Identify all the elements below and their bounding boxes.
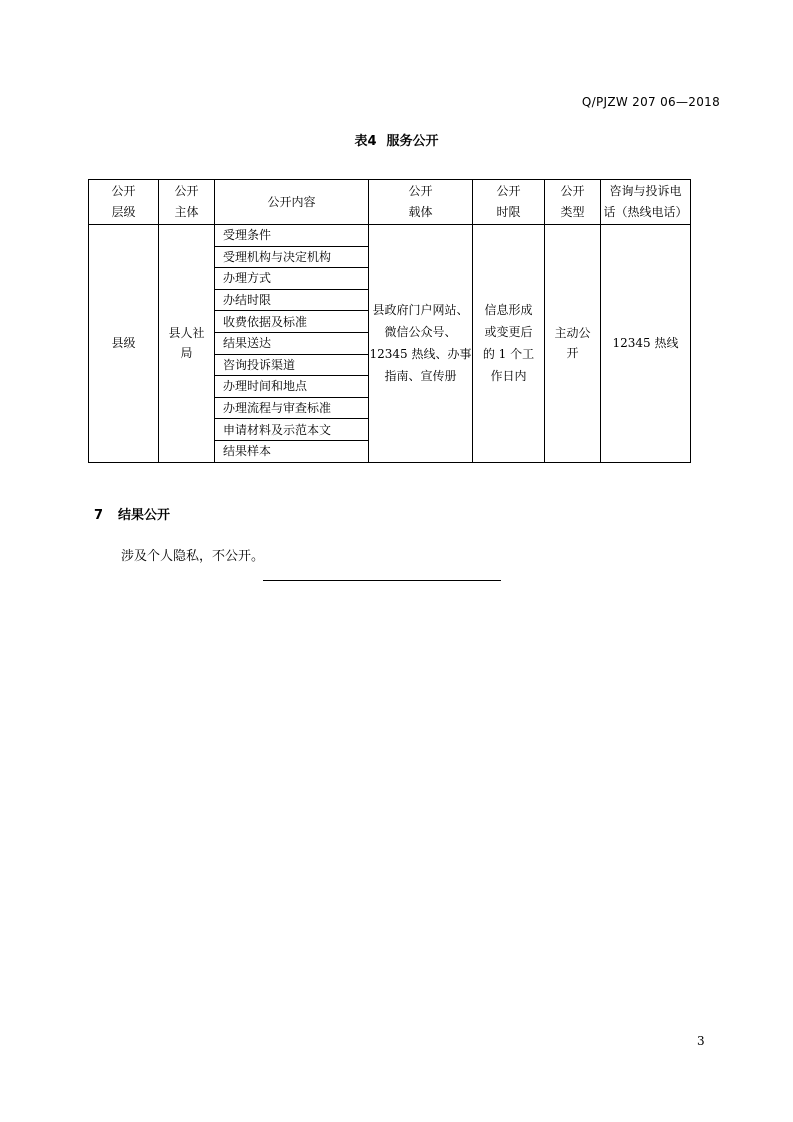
- end-of-document-rule: [263, 580, 501, 581]
- content-item: 申请材料及示范本文: [215, 419, 369, 441]
- content-item: 办理时间和地点: [215, 376, 369, 398]
- section-body-text: 涉及个人隐私，不公开。: [121, 549, 265, 564]
- content-item: 结果样本: [215, 440, 369, 462]
- content-item: 办理流程与审查标准: [215, 397, 369, 419]
- content-item: 咨询投诉渠道: [215, 354, 369, 376]
- table-caption: [0, 130, 793, 149]
- cell-hotline: 12345 热线: [601, 225, 691, 463]
- table-header-row: [89, 180, 691, 225]
- document-code: Q/PJZW 207 06—2018: [581, 95, 720, 109]
- service-disclosure-table: [88, 179, 691, 463]
- content-item: 受理机构与决定机构: [215, 246, 369, 268]
- cell-level: 县级: [89, 225, 159, 463]
- table-caption-title: 服务公开: [386, 134, 439, 149]
- content-item: 办理方式: [215, 268, 369, 290]
- header-subject: 公开 主体: [159, 180, 215, 225]
- content-item: 结果送达: [215, 332, 369, 354]
- cell-type: 主动公 开: [545, 225, 601, 463]
- cell-subject: 县人社 局: [159, 225, 215, 463]
- cell-carrier: 县政府门户网站、 微信公众号、 12345 热线、办事 指南、宣传册: [369, 225, 473, 463]
- header-period: 公开 时限: [473, 180, 545, 225]
- page-number: 3: [697, 1034, 705, 1048]
- header-content: 公开内容: [215, 180, 369, 225]
- content-item: 办结时限: [215, 289, 369, 311]
- section-number: 7: [94, 508, 104, 523]
- header-type: 公开 类型: [545, 180, 601, 225]
- content-item: 受理条件: [215, 225, 369, 247]
- table-caption-number: 表4: [354, 134, 377, 149]
- cell-period: 信息形成 或变更后 的 1 个工 作日内: [473, 225, 545, 463]
- content-item: 收费依据及标准: [215, 311, 369, 333]
- header-level: 公开 层级: [89, 180, 159, 225]
- section-title: 结果公开: [118, 508, 171, 523]
- section-heading: [94, 504, 170, 523]
- table-row: [89, 225, 691, 247]
- header-carrier: 公开 载体: [369, 180, 473, 225]
- header-hotline: 咨询与投诉电 话（热线电话）: [601, 180, 691, 225]
